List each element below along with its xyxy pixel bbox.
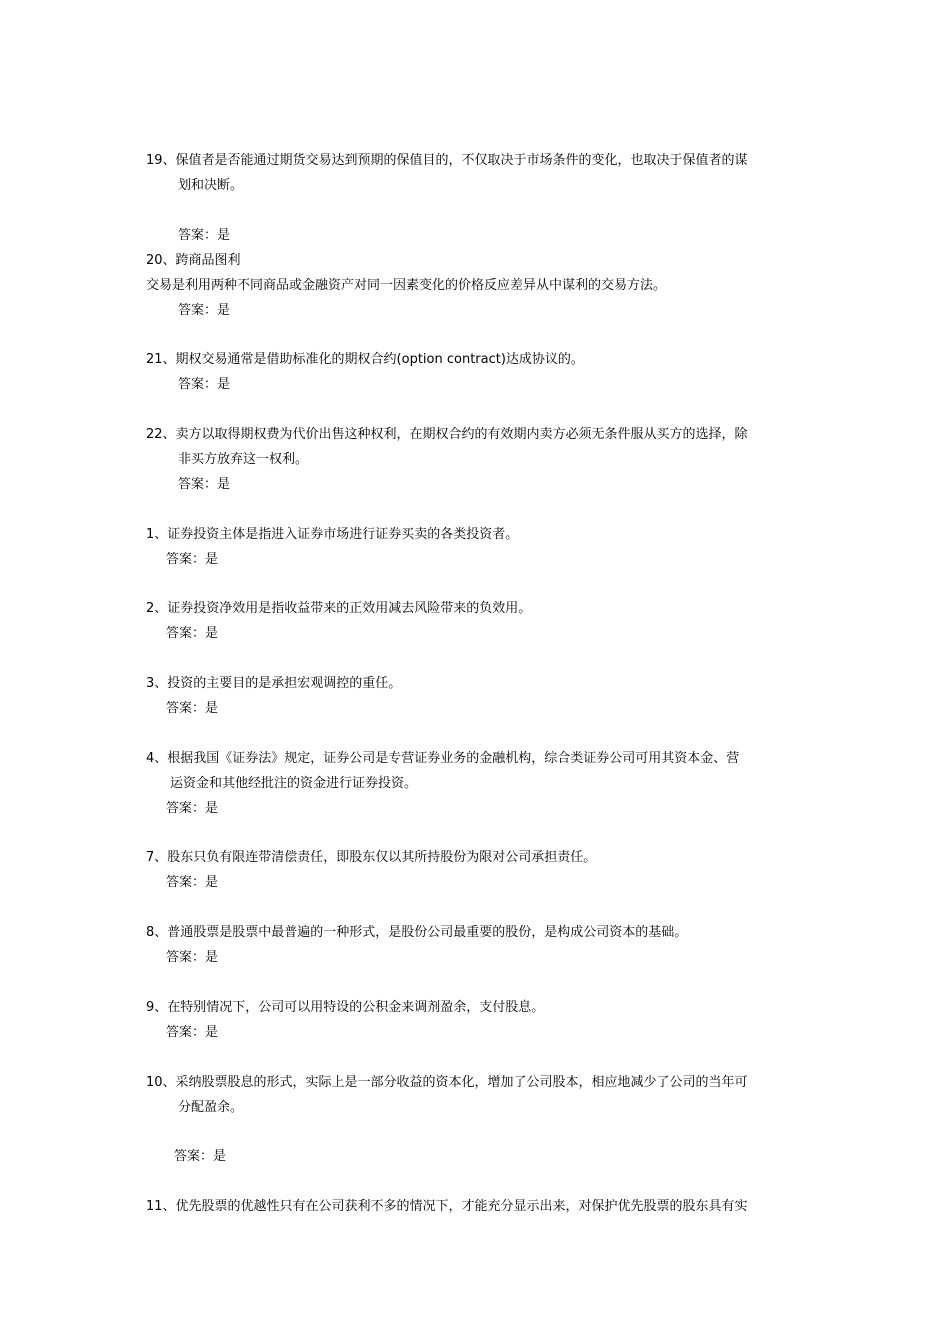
question-line: 21、期权交易通常是借助标准化的期权合约(option contract)达成协议的。 bbox=[146, 352, 584, 367]
answer-text: 答案：是 bbox=[166, 950, 219, 965]
question-line: 22、卖方以取得期权费为代价出售这种权利，在期权合约的有效期内卖方必须无条件服从买方的选择，除 bbox=[146, 427, 748, 442]
question-line: 7、股东只负有限连带清偿责任，即股东仅以其所持股份为限对公司承担责任。 bbox=[146, 850, 597, 865]
answer-text: 答案：是 bbox=[174, 1149, 227, 1164]
answer-text: 答案：是 bbox=[178, 303, 231, 318]
question-line: 20、跨商品图利 bbox=[146, 253, 241, 268]
answer-text: 答案：是 bbox=[178, 477, 231, 492]
question-line: 9、在特别情况下，公司可以用特设的公积金来调剂盈余，支付股息。 bbox=[146, 1000, 545, 1015]
question-line: 3、投资的主要目的是承担宏观调控的重任。 bbox=[146, 676, 402, 691]
question-line: 10、采纳股票股息的形式，实际上是一部分收益的资本化，增加了公司股本，相应地减少了公司的当年可 bbox=[146, 1075, 748, 1090]
question-line: 11、优先股票的优越性只有在公司获利不多的情况下，才能充分显示出来，对保护优先股票的股东具有实 bbox=[146, 1199, 748, 1214]
answer-text: 答案：是 bbox=[166, 552, 219, 567]
answer-text: 答案：是 bbox=[166, 1025, 219, 1040]
answer-text: 答案：是 bbox=[166, 701, 219, 716]
question-line: 19、保值者是否能通过期货交易达到预期的保值目的，不仅取决于市场条件的变化，也取决于保值者的谋 bbox=[146, 153, 748, 168]
question-line: 交易是利用两种不同商品或金融资产对同一因素变化的价格反应差异从中谋利的交易方法。 bbox=[146, 278, 667, 293]
question-line: 1、证券投资主体是指进入证券市场进行证券买卖的各类投资者。 bbox=[146, 527, 519, 542]
question-line: 运资金和其他经批注的资金进行证券投资。 bbox=[170, 776, 418, 791]
question-line: 非买方放弃这一权利。 bbox=[178, 452, 309, 467]
answer-text: 答案：是 bbox=[178, 377, 231, 392]
question-line: 2、证券投资净效用是指收益带来的正效用减去风险带来的负效用。 bbox=[146, 601, 532, 616]
question-line: 4、根据我国《证券法》规定，证券公司是专营证券业务的金融机构，综合类证券公司可用其资本金、营 bbox=[146, 751, 740, 766]
question-line: 8、普通股票是股票中最普遍的一种形式，是股份公司最重要的股份，是构成公司资本的基础。 bbox=[146, 925, 688, 940]
answer-text: 答案：是 bbox=[178, 228, 231, 243]
question-line: 划和决断。 bbox=[178, 178, 244, 193]
question-line: 分配盈余。 bbox=[178, 1100, 244, 1115]
answer-text: 答案：是 bbox=[166, 626, 219, 641]
answer-text: 答案：是 bbox=[166, 801, 219, 816]
answer-text: 答案：是 bbox=[166, 875, 219, 890]
